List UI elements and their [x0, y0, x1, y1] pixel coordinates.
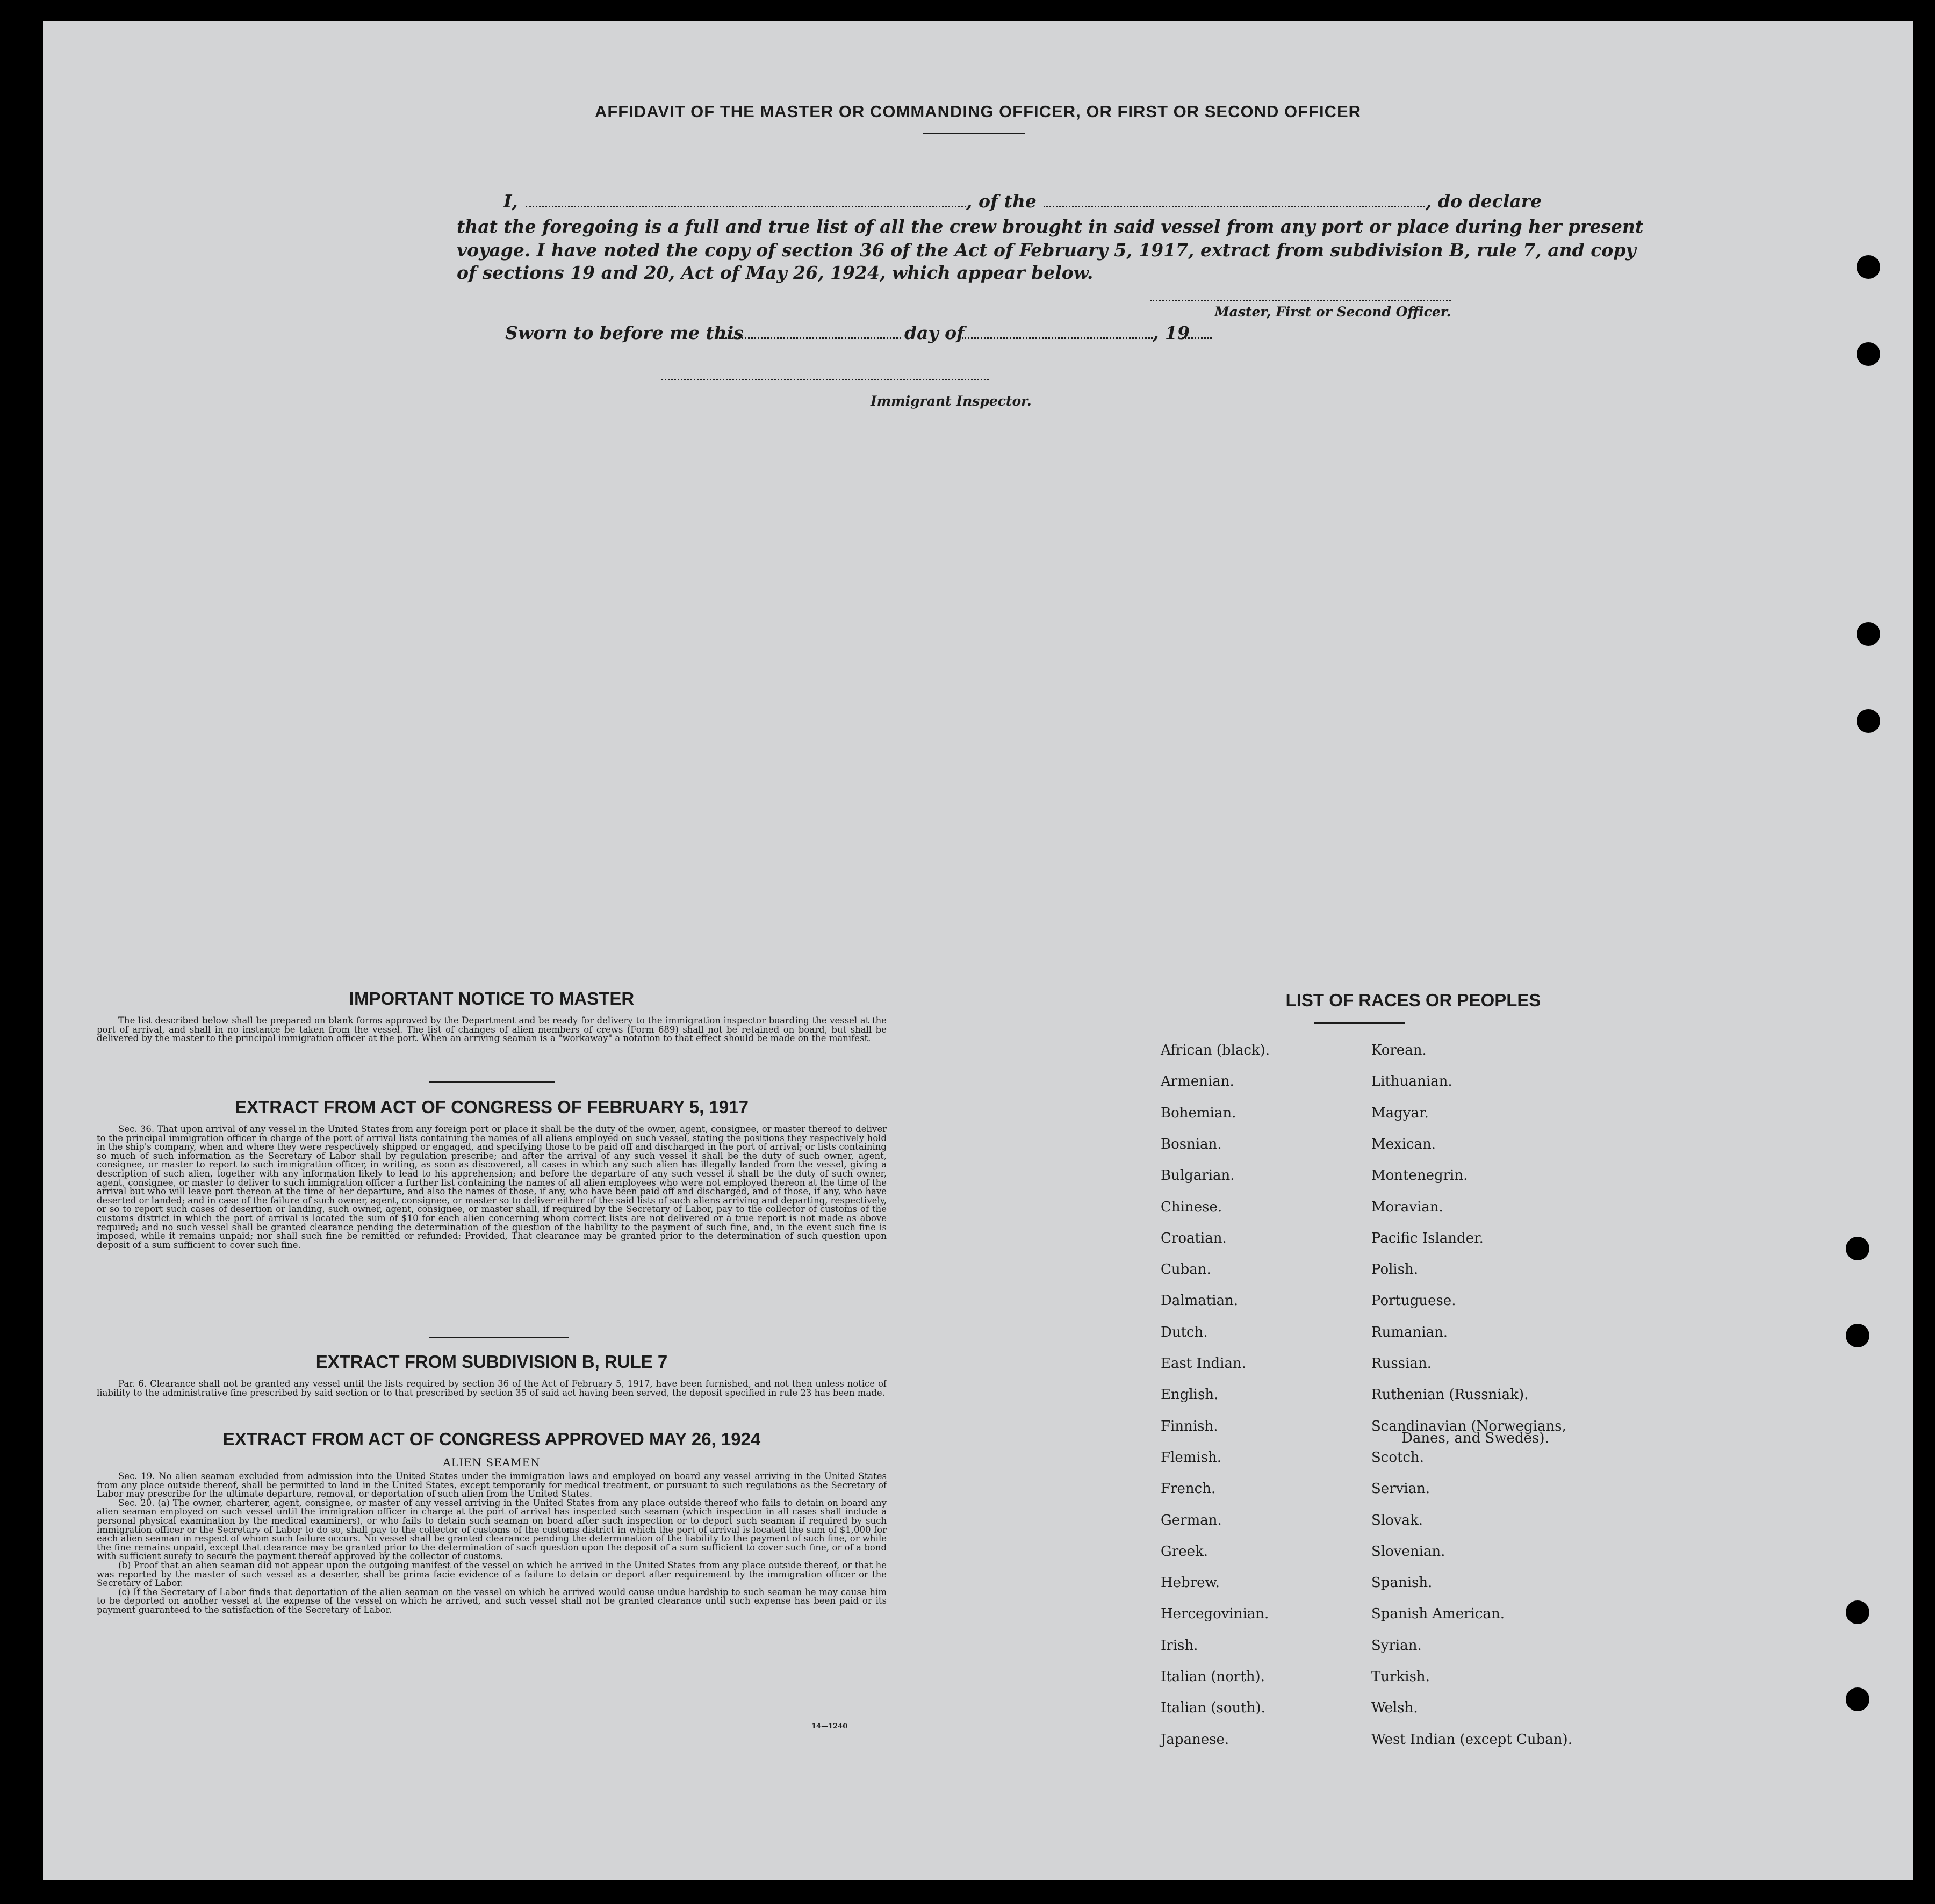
race-item: Italian (south).: [1161, 1700, 1265, 1716]
race-item: Slovak.: [1371, 1512, 1423, 1528]
punch-hole: [1857, 255, 1880, 279]
par-6-text: Par. 6. Clearance shall not be granted any vessel until the lists required by section 36 of the Act of February 5, 1917, have been furnished, and not then unless notice of liability to the administrative fine prescribed by said section or to that prescribed by section 35 of said act having been served, the deposit specified in rule 23 has been made.: [97, 1379, 887, 1398]
race-item: Armenian.: [1161, 1073, 1234, 1090]
affidavit-declare: , do declare: [1426, 191, 1542, 212]
race-item: Polish.: [1371, 1261, 1419, 1278]
extract-rule7-body: [97, 1380, 887, 1397]
extract-1917-body: [97, 1125, 887, 1250]
race-item: Pacific Islander.: [1371, 1230, 1484, 1246]
race-item: Chinese.: [1161, 1199, 1222, 1215]
race-item: Portuguese.: [1371, 1293, 1456, 1309]
year-blank[interactable]: [1182, 337, 1212, 339]
punch-hole: [1846, 1237, 1869, 1260]
race-item: Servian.: [1371, 1481, 1430, 1497]
race-item: Lithuanian.: [1371, 1073, 1452, 1090]
sec-20b-text: (b) Proof that an alien seaman did not appear upon the outgoing manifest of the vessel on which he arrived in the United States from any place outside thereof, or that he was reported by the master of such vessel as a deserter, shall be prima facie evidence of a failure to detain or deport after requirement by the immigration officer or the Secretary of Labor.: [97, 1560, 887, 1589]
race-item: Dalmatian.: [1161, 1293, 1239, 1309]
affidavit-title: AFFIDAVIT OF THE MASTER OR COMMANDING OFFICER, OR FIRST OR SECOND OFFICER: [594, 102, 1362, 121]
document-page: [43, 21, 1913, 1880]
extract-1917-title: EXTRACT FROM ACT OF CONGRESS OF FEBRUARY 5, 1917: [235, 1097, 749, 1117]
race-item: Moravian.: [1371, 1199, 1443, 1215]
race-item: Cuban.: [1161, 1261, 1211, 1278]
affidavit-i: I,: [503, 191, 518, 212]
race-item: Flemish.: [1161, 1449, 1222, 1466]
race-item: Syrian.: [1371, 1638, 1422, 1654]
name-blank[interactable]: [526, 206, 966, 207]
race-item: Turkish.: [1371, 1669, 1430, 1685]
affidavit-line-4: of sections 19 and 20, Act of May 26, 1924, which appear below.: [457, 262, 1094, 283]
alien-seamen-subtitle: ALIEN SEAMEN: [443, 1456, 541, 1469]
punch-hole: [1857, 709, 1880, 733]
race-item: Spanish American.: [1371, 1606, 1505, 1622]
master-signature-label: Master, First or Second Officer.: [1214, 304, 1451, 320]
race-item: Croatian.: [1161, 1230, 1227, 1246]
inspector-signature-blank[interactable]: [661, 379, 989, 380]
race-item: Japanese.: [1161, 1732, 1229, 1748]
race-item: African (black).: [1161, 1042, 1270, 1058]
extract-1924-body: [97, 1472, 887, 1615]
divider: [429, 1337, 569, 1338]
punch-hole: [1857, 342, 1880, 366]
sworn-day-blank[interactable]: [716, 337, 901, 339]
race-item: Bosnian.: [1161, 1136, 1222, 1152]
extract-1924-title: EXTRACT FROM ACT OF CONGRESS APPROVED MAY 26, 1924: [222, 1429, 761, 1449]
race-item: Ruthenian (Russniak).: [1371, 1387, 1529, 1403]
race-item: Bulgarian.: [1161, 1167, 1235, 1184]
day-of-label: day of: [904, 322, 965, 343]
race-item: Russian.: [1371, 1355, 1432, 1372]
race-item: Hercegovinian.: [1161, 1606, 1269, 1622]
races-title-underline: [1314, 1022, 1405, 1024]
race-item: Italian (north).: [1161, 1669, 1265, 1685]
punch-hole: [1846, 1687, 1869, 1711]
form-number: 14—1240: [811, 1722, 848, 1730]
extract-rule7-title: EXTRACT FROM SUBDIVISION B, RULE 7: [315, 1352, 668, 1372]
race-item: Spanish.: [1371, 1575, 1433, 1591]
title-underline: [923, 133, 1025, 134]
notice-title: IMPORTANT NOTICE TO MASTER: [349, 989, 635, 1008]
race-item: Dutch.: [1161, 1324, 1208, 1340]
notice-text: The list described below shall be prepared on blank forms approved by the Department and be ready for delivery to the immigration inspector boarding the vessel at the port of arrival, and shall in no instance be taken from the vessel. The list of changes of alien members of crews (Form 689) shall not be retained on board, but shall be delivered by the master to the principal immigration officer at the port. When an arriving seaman is a "workaway" a notation to that effect should be made on the manifest.: [97, 1015, 887, 1044]
race-item: Bohemian.: [1161, 1105, 1236, 1121]
notice-body: [97, 1016, 887, 1043]
punch-hole: [1846, 1324, 1869, 1347]
sec-20a-text: Sec. 20. (a) The owner, charterer, agent, consignee, or master of any vessel arriving in the United States from any place outside thereof who fails to detain on board any alien seaman employed on such vessel until the immigration officer in charge at the port of arrival has inspected such seaman (which inspection in all cases shall include a personal physical examination by the medical examiners), or who fails to detain such seaman on board after such inspection or to deport such seaman if required by such immigration officer or the Secretary of Labor to do so, shall pay to the collector of customs of the customs district in which the port of arrival is located the sum of $1,000 for each alien seaman in respect of whom such failure occurs. No vessel shall be granted clearance pending the determination of the liability to the payment of such fine, or while the fine remains unpaid, except that clearance may be granted prior to the determination of such question upon the deposit of a sum sufficient to cover such fine, or of a bond with sufficient surety to secure the payment thereof approved by the collector of customs.: [97, 1497, 887, 1562]
punch-hole: [1857, 622, 1880, 646]
races-title: LIST OF RACES OR PEOPLES: [1285, 990, 1541, 1010]
race-item: Mexican.: [1371, 1136, 1436, 1152]
race-item: West Indian (except Cuban).: [1371, 1732, 1572, 1748]
punch-hole: [1846, 1600, 1869, 1624]
race-item: Irish.: [1161, 1638, 1198, 1654]
race-item: Korean.: [1371, 1042, 1427, 1058]
race-item: German.: [1161, 1512, 1222, 1528]
race-item: Greek.: [1161, 1544, 1208, 1560]
race-item-continued: Danes, and Swedes).: [1401, 1430, 1549, 1446]
vessel-blank[interactable]: [1044, 206, 1425, 207]
race-item: French.: [1161, 1481, 1216, 1497]
master-signature-blank[interactable]: [1150, 300, 1451, 301]
race-item: Rumanian.: [1371, 1324, 1448, 1340]
race-item: Hebrew.: [1161, 1575, 1220, 1591]
inspector-signature-label: Immigrant Inspector.: [871, 393, 1032, 409]
race-item: Scotch.: [1371, 1449, 1425, 1466]
race-item: Magyar.: [1371, 1105, 1429, 1121]
race-item: Finnish.: [1161, 1418, 1218, 1434]
race-item: East Indian.: [1161, 1355, 1247, 1372]
race-item: Scandinavian (Norwegians,: [1371, 1418, 1566, 1434]
affidavit-line-2: that the foregoing is a full and true list of all the crew brought in said vessel from any port or place during her present: [457, 216, 1644, 237]
sec-36-text: Sec. 36. That upon arrival of any vessel in the United States from any foreign port or place it shall be the duty of the owner, agent, consignee, or master thereof to deliver to the principal immigration officer in charge of the port of arrival lists containing the names of all aliens employed on such vessel, stating the positions they respectively hold in the ship's company, when and where they were respectively shipped or engaged, and specifying those to be paid off and discharged in the port of arrival; or lists containing so much of such information as the Secretary of Labor shall by regulation prescribe; and after the arrival of any such vessel it shall be the duty of such owner, agent, consignee, or master to report to such immigration officer, in writing, as soon as discovered, all cases in which any such alien has illegally landed from the vessel, giving a description of such alien, together with any information likely to lead to his apprehension; and before the departure of any such vessel it shall be the duty of such owner, agent, consignee, or master to deliver to such immigration officer a further list containing the names of all alien employees who were not employed thereon at the time of the arrival but who will leave port thereon at the time of her departure, and also the names of those, if any, who have been paid off and discharged, and of those, if any, who have deserted or landed; and in case of the failure of such owner, agent, consignee, or master so to deliver either of the said lists of such aliens arriving and departing, respectively, or so to report such cases of desertion or landing, such owner, agent, consignee, or master shall, if required by the Secretary of Labor, pay to the collector of customs of the customs district in which the port of arrival is located the sum of $10 for each alien concerning whom correct lists are not delivered or a true report is not made as above required; and no such vessel shall be granted clearance pending the determination of the question of the liability to the payment of such fine, and, in the event such fine is imposed, while it remains unpaid; nor shall such fine be remitted or refunded: Provided, That clearance may be granted prior to the determination of such question upon deposit of a sum sufficient to cover such fine.: [97, 1124, 887, 1250]
race-item: Welsh.: [1371, 1700, 1418, 1716]
affidavit-line-3: voyage. I have noted the copy of section 36 of the Act of February 5, 1917, extract from subdivision B, rule 7, and copy: [457, 240, 1636, 261]
divider: [429, 1081, 555, 1083]
sworn-month-blank[interactable]: [962, 337, 1153, 339]
affidavit-of-the: , of the: [966, 191, 1037, 212]
sec-20c-text: (c) If the Secretary of Labor finds that deportation of the alien seaman on the vessel on which he arrived would cause undue hardship to such seaman he may cause him to be deported on another vessel at the expense of the vessel on which he arrived, and such vessel shall not be granted clearance until such expense has been paid or its payment guaranteed to the satisfaction of the Secretary of Labor.: [97, 1586, 887, 1615]
year-label: , 19: [1153, 322, 1190, 343]
race-item: Slovenian.: [1371, 1544, 1445, 1560]
sworn-label: Sworn to before me this: [505, 322, 744, 343]
sec-19-text: Sec. 19. No alien seaman excluded from admission into the United States under the immigration laws and employed on board any vessel arriving in the United States from any place outside thereof, shall be permitted to land in the United States, except temporarily for medical treatment, or pursuant to such regulations as the Secretary of Labor may prescribe for the ultimate departure, removal, or deportation of such alien from the United States.: [97, 1471, 887, 1499]
race-item: English.: [1161, 1387, 1219, 1403]
race-item: Montenegrin.: [1371, 1167, 1468, 1184]
